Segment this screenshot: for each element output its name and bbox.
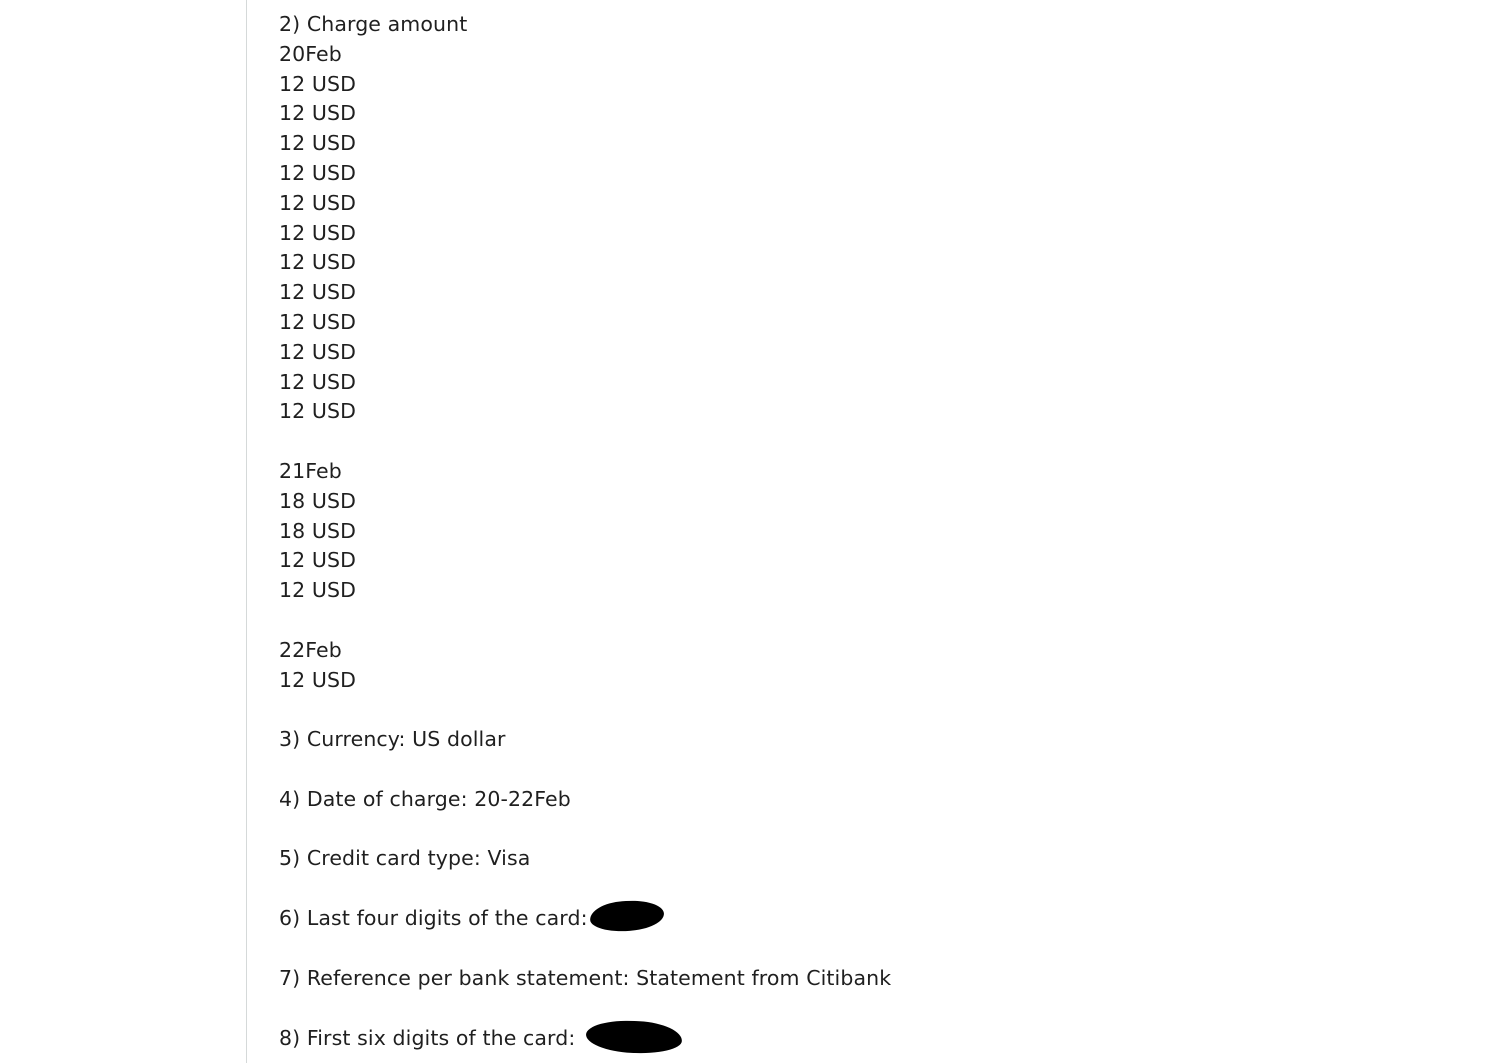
charge-amount-item: 12 USD [279, 369, 357, 394]
charge-amount-item: 12 USD [279, 71, 357, 96]
left-gutter [0, 0, 246, 1063]
message-panel [246, 0, 1500, 1063]
charge-date-22feb: 22Feb [279, 637, 342, 662]
charge-amount-item: 12 USD [279, 101, 357, 126]
first-six-digits-label: 8) First six digits of the card: [279, 1026, 582, 1051]
message-body [279, 10, 891, 1053]
charge-amount-item: 12 USD [279, 220, 357, 245]
paragraph-spacer [279, 755, 891, 785]
paragraph-spacer [279, 993, 891, 1023]
charge-amount-item: 12 USD [279, 339, 357, 364]
charge-amount-item: 12 USD [279, 160, 357, 185]
card-type-line: 5) Credit card type: Visa [279, 846, 531, 871]
charge-amount-item: 12 USD [279, 280, 357, 305]
charge-amount-heading: 2) Charge amount [279, 12, 468, 36]
charge-amount-item: 12 USD [279, 131, 357, 156]
paragraph-spacer [279, 815, 891, 845]
paragraph-spacer [279, 934, 891, 964]
paragraph-spacer [279, 606, 891, 636]
date-of-charge-line: 4) Date of charge: 20-22Feb [279, 786, 571, 811]
charge-date-21feb: 21Feb [279, 458, 342, 483]
last-four-digits-label: 6) Last four digits of the card: [279, 905, 588, 930]
charge-amount-item: 12 USD [279, 667, 357, 692]
charge-amount-item: 18 USD [279, 488, 357, 513]
charge-amount-item: 12 USD [279, 578, 357, 603]
first-six-digits-line [279, 1023, 891, 1053]
paragraph-spacer [279, 695, 891, 725]
currency-line: 3) Currency: US dollar [279, 727, 506, 752]
charge-date-20feb: 20Feb [279, 41, 342, 66]
charge-amount-item: 12 USD [279, 190, 357, 215]
redaction-mark [589, 898, 665, 933]
charge-amount-item: 12 USD [279, 399, 357, 424]
charge-amount-item: 12 USD [279, 548, 357, 573]
paragraph-spacer [279, 874, 891, 904]
charge-amount-item: 18 USD [279, 518, 357, 543]
last-four-digits-line [279, 904, 891, 934]
charge-amount-item: 12 USD [279, 250, 357, 275]
paragraph-spacer [279, 427, 891, 457]
reference-line: 7) Reference per bank statement: Statement from Citibank [279, 965, 892, 990]
charge-amount-item: 12 USD [279, 309, 357, 334]
redaction-mark [585, 1019, 683, 1056]
